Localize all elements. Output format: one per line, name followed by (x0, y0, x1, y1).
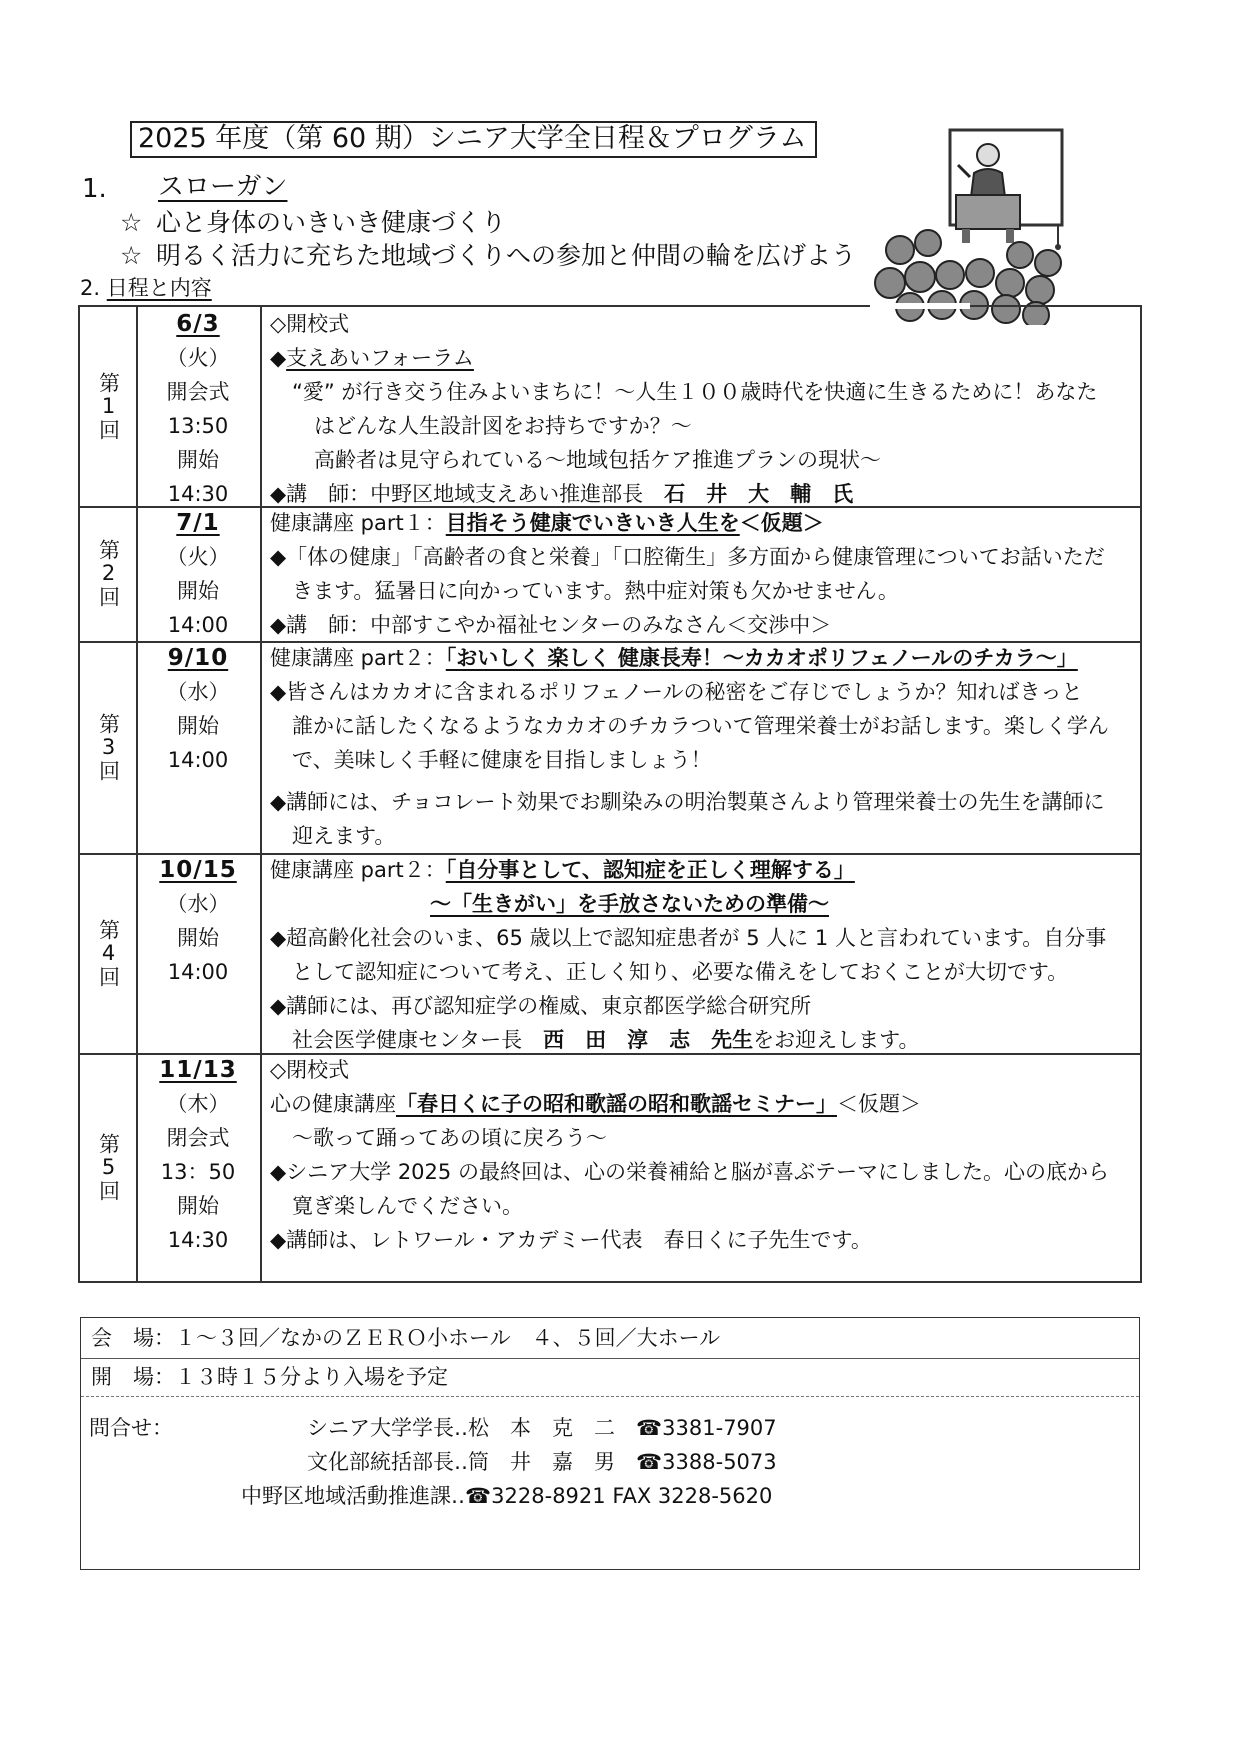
time-label: 開始 (177, 579, 219, 603)
program-subtitle: ～歌って踊ってあの頃に戻ろう～ (292, 1126, 607, 1150)
time-label: 開始 (177, 448, 219, 472)
tentative-label: ＜仮題＞ (837, 1092, 921, 1116)
lecturer-name: 西 田 淳 志 先生 (543, 1028, 754, 1052)
info-box (80, 1317, 1140, 1570)
course-label: 健康講座 part２： (270, 646, 446, 670)
lecturer-line: ◆講師には、チョコレート効果でお馴染みの明治製菓さんより管理栄養士の先生を講師に (270, 790, 1105, 814)
session-label: 第2回 (96, 539, 121, 608)
star-icon: ☆ (120, 241, 143, 270)
description-line: で、美味しく手軽に健康を目指しましょう！ (292, 748, 712, 772)
description-line: “愛” が行き交う住みよいまちに！～人生１００歳時代を快適に生きるために！あなた (292, 380, 1098, 404)
session-row-3 (80, 641, 1140, 855)
session-label: 第4回 (96, 918, 121, 988)
schedule-table (78, 305, 1142, 1283)
time-label: 開始 (177, 926, 219, 950)
session-date-cell (136, 307, 262, 506)
section1-number: 1. (82, 174, 107, 204)
session-number (80, 641, 138, 853)
session-label: 第3回 (96, 712, 121, 782)
weekday: （火） (166, 346, 230, 370)
session-date: 10/15 (159, 857, 237, 883)
time-label: 開会式 (166, 380, 230, 404)
ceremony-label: ◇閉校式 (270, 1058, 350, 1082)
lecturer-name: 石 井 大 輔 氏 (664, 482, 854, 506)
session-date: 9/10 (167, 645, 229, 671)
slogan-item (120, 210, 506, 235)
session-date-cell (136, 853, 262, 1053)
description-line: 高齢者は見守られている～地域包括ケア推進プランの現状～ (314, 448, 881, 472)
session-date-cell (136, 506, 262, 641)
session-date-cell (136, 1053, 262, 1281)
contact-line: 文化部統括部長‥筒 井 嘉 男 ☎3388-5073 (307, 1450, 777, 1474)
session-number (80, 506, 138, 641)
venue-row (81, 1318, 1139, 1359)
description-line: ◆シニア大学 2025 の最終回は、心の栄養補給と脳が喜ぶテーマにしました。心の底から (270, 1160, 1109, 1184)
program-name: 支えあいフォーラム (286, 346, 474, 370)
time-label: 開始 (177, 1194, 219, 1218)
program-name: 目指そう健康でいきいき人生を (445, 511, 740, 535)
time-value: 13：50 (160, 1160, 236, 1184)
session-label: 第1回 (96, 372, 121, 441)
session-date: 7/1 (176, 510, 220, 536)
lecturer-role: 社会医学健康センター長 (292, 1028, 523, 1052)
session-date-cell (136, 641, 262, 853)
weekday: （木） (166, 1092, 230, 1116)
lecturer-line (270, 1023, 1128, 1057)
contact-line: 中野区地域活動推進課‥☎3228-8921 FAX 3228-5620 (241, 1484, 773, 1508)
session-row-5 (80, 1053, 1140, 1281)
course-label: 健康講座 part１： (270, 511, 446, 535)
description-line: 誰かに話したくなるようなカカオのチカラついて管理栄養士がお話します。楽しく学ん (292, 714, 1109, 738)
weekday: （水） (166, 680, 230, 704)
session-content (270, 641, 1128, 853)
session-number (80, 853, 138, 1053)
session-content (270, 853, 1128, 1053)
star-icon: ☆ (120, 208, 143, 237)
section1-title: スローガン (158, 172, 288, 202)
program-title (270, 506, 1128, 540)
session-content (270, 506, 1128, 641)
description-line: はどんな人生設計図をお持ちですか？～ (314, 414, 692, 438)
slogan-item (120, 243, 856, 268)
lecturer-suffix: をお迎えします。 (753, 1028, 920, 1052)
open-row (81, 1358, 1139, 1397)
open-text: 開 場：１３時１５分より入場を予定 (91, 1365, 448, 1389)
program-name: 「おいしく 楽しく 健康長寿！～カカオポリフェノールのチカラ～」 (445, 646, 1078, 670)
page-title: 2025 年度（第 60 期）シニア大学全日程＆プログラム (130, 121, 817, 158)
diamond-icon: ◆ (270, 346, 287, 370)
time-label: 開始 (177, 714, 219, 738)
time-value: 13:50 (167, 414, 229, 438)
section2-heading (80, 278, 212, 299)
contact-label: 問合せ： (89, 1416, 173, 1440)
description-line: きます。猛暑日に向かっています。熱中症対策も欠かせません。 (292, 579, 899, 603)
session-row-4 (80, 853, 1140, 1055)
course-label: 健康講座 part２： (270, 858, 446, 882)
lecturer-line: ◆講師には、再び認知症学の権威、東京都医学総合研究所 (270, 994, 812, 1018)
program-title (270, 853, 1128, 887)
section2-number: 2. (80, 276, 101, 300)
ceremony-label: ◇開校式 (270, 312, 350, 336)
course-label: 心の健康講座 (270, 1092, 396, 1116)
contact-line: シニア大学学長‥松 本 克 二 ☎3381-7907 (307, 1416, 777, 1440)
session-date: 11/13 (159, 1057, 237, 1083)
session-row-2 (80, 506, 1140, 643)
weekday: （火） (166, 545, 230, 569)
description-line: として認知症について考え、正しく知り、必要な備えをしておくことが大切です。 (292, 960, 1069, 984)
session-label: 第5回 (96, 1132, 121, 1202)
program-title (270, 641, 1128, 675)
session-date: 6/3 (176, 311, 220, 337)
time-value: 14:00 (167, 748, 229, 772)
lecturer-role: ◆講 師：中野区地域支えあい推進部長 (270, 482, 644, 506)
description-line: ◆超高齢化社会のいま、65 歳以上で認知症患者が 5 人に 1 人と言われています。自分事 (270, 926, 1107, 950)
section2-title: 日程と内容 (106, 276, 212, 300)
program-title (270, 1087, 1128, 1121)
description-line: 寛ぎ楽しんでください。 (292, 1194, 523, 1218)
description-line: ◆「体の健康」「高齢者の食と栄養」「口腔衛生」多方面から健康管理についてお話いただ (270, 545, 1105, 569)
description-line: ◆皆さんはカカオに含まれるポリフェノールの秘密をご存じでしょうか？知ればきっと (270, 680, 1083, 704)
program-name: 「自分事として、認知症を正しく理解する」 (445, 858, 855, 882)
lecture-illustration (870, 125, 1070, 325)
session-content (270, 307, 1128, 506)
time-value: 14:00 (167, 613, 229, 637)
session-content (270, 1053, 1128, 1281)
lecturer-line: ◆講 師：中部すこやか福祉センターのみなさん＜交渉中＞ (270, 613, 832, 637)
slogan-text: 明るく活力に充ちた地域づくりへの参加と仲間の輪を広げよう (156, 241, 857, 270)
weekday: （水） (166, 892, 230, 916)
slogan-text: 心と身体のいきいき健康づくり (156, 208, 507, 237)
time-value: 14:00 (167, 960, 229, 984)
time-value: 14:30 (167, 482, 229, 506)
time-label: 閉会式 (166, 1126, 230, 1150)
lecturer-line: ◆講師は、レトワール・アカデミー代表 春日くに子先生です。 (270, 1228, 872, 1252)
program-subtitle: ～「生きがい」を手放さないための準備～ (430, 892, 829, 916)
session-number (80, 307, 138, 506)
session-row-1 (80, 307, 1140, 508)
session-number (80, 1053, 138, 1281)
program-name: 「春日くに子の昭和歌謡の昭和歌謡セミナー」 (396, 1092, 837, 1116)
tentative-label: ＜仮題＞ (739, 511, 824, 535)
program-title (270, 341, 1128, 375)
time-value: 14:30 (167, 1228, 229, 1252)
venue-text: 会 場：１～３回／なかのＺＥＲＯ小ホール ４、５回／大ホール (91, 1326, 721, 1350)
lecturer-line: 迎えます。 (292, 824, 396, 848)
